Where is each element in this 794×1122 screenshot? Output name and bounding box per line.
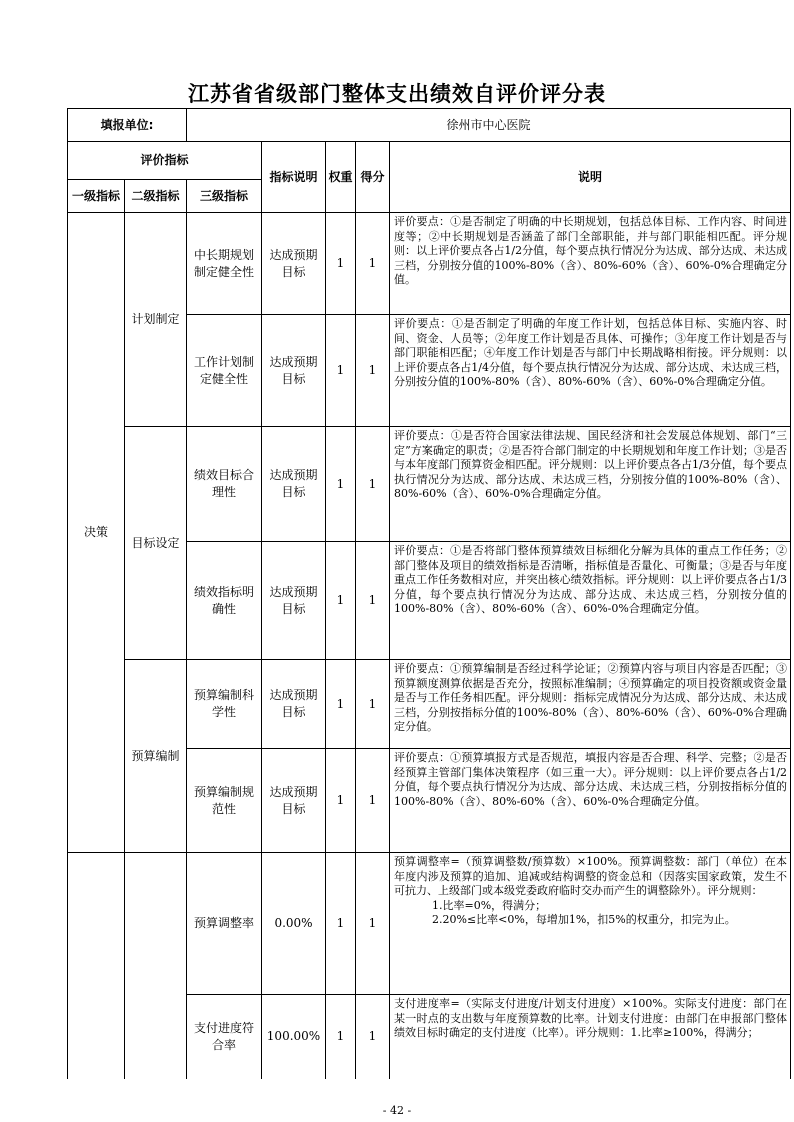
indicator-explain: 达成预期目标 [262, 427, 326, 542]
indicator-name: 中长期规划制定健全性 [187, 213, 262, 315]
indicator-score: 1 [356, 749, 390, 853]
header-note: 说明 [390, 142, 791, 213]
indicator-name: 绩效目标合理性 [187, 427, 262, 542]
indicator-explain: 达成预期目标 [262, 315, 326, 427]
indicator-score: 1 [356, 542, 390, 660]
indicator-desc: 评价要点：①预算编制是否经过科学论证；②预算内容与项目内容是否匹配；③预算额度测算依据是否充分，按照标准编制；④预算确定的项目投资额或资金量是否与工作任务相匹配。评分规则：指标完成情况分为达成、部分达成、未达成三档，分别按指标分值的100%-80%（含）、80%-60%（含）、60%-0%合理确定分值。 [390, 660, 791, 749]
indicator-weight: 1 [326, 749, 356, 853]
indicator-explain: 100.00% [262, 995, 326, 1079]
header-level2: 二级指标 [125, 180, 187, 213]
indicator-desc: 评价要点：①是否制定了明确的中长期规划，包括总体目标、工作内容、时间进度等；②中长期规划是否涵盖了部门全部职能，并与部门职能相匹配。评分规则：以上评价要点各占1/2分值，每个要点执行情况分为达成、部分达成、未达成三档，分别按分值的100%-80%（含）、80%-60%（含）、60%-0%合理确定分值。 [390, 213, 791, 315]
indicator-desc: 评价要点：①是否将部门整体预算绩效目标细化分解为具体的重点工作任务；②部门整体及项目的绩效指标是否清晰，指标值是否量化、可衡量；③是否与年度重点工作任务数相对应，并突出核心绩效指标。评分规则：以上评价要点各占1/3分值，每个要点执行情况分为达成、部分达成、未达成三档，分别按分值的100%-80%（含）、80%-60%（含）、60%-0%合理确定分值。 [390, 542, 791, 660]
indicator-desc: 评价要点：①是否符合国家法律法规、国民经济和社会发展总体规划、部门“三定”方案确定的职责；②是否符合部门制定的中长期规划和年度工作计划；③是否与本年度部门预算资金相匹配。评分规则：以上评价要点各占1/3分值，每个要点执行情况分为达成、部分达成、未达成三档，分别按分值的100%-80%（含）、80%-60%（含）、60%-0%合理确定分值。 [390, 427, 791, 542]
indicator-name: 工作计划制定健全性 [187, 315, 262, 427]
indicator-name: 预算调整率 [187, 853, 262, 995]
unit-value: 徐州市中心医院 [187, 109, 791, 142]
indicator-name: 绩效指标明确性 [187, 542, 262, 660]
indicator-weight: 1 [326, 315, 356, 427]
indicator-explain: 达成预期目标 [262, 660, 326, 749]
indicator-desc: 预算调整率=（预算调整数/预算数）×100%。预算调整数：部门（单位）在本年度内涉及预算的追加、追减或结构调整的资金总和（因落实国家政策，发生不可抗力、上级部门或本级党委政府临时交办而产生的调整除外）。评分规则： 1.比率=0%，得满分； 2.20%≤比率<0%，每增加1%，扣5%的权重分，扣完为止。 [390, 853, 791, 995]
page-title: 江苏省省级部门整体支出绩效自评价评分表 [188, 82, 606, 106]
section-decision: 决策 [68, 213, 125, 853]
page-number: - 42 - [382, 1104, 412, 1117]
header-level1: 一级指标 [68, 180, 125, 213]
header-score: 得分 [356, 142, 390, 213]
indicator-weight: 1 [326, 853, 356, 995]
indicator-explain: 达成预期目标 [262, 213, 326, 315]
evaluation-table [67, 108, 791, 1079]
indicator-score: 1 [356, 995, 390, 1079]
indicator-weight: 1 [326, 542, 356, 660]
header-weight: 权重 [326, 142, 356, 213]
indicator-desc: 支付进度率=（实际支付进度/计划支付进度）×100%。实际支付进度：部门在某一时点的支出数与年度预算数的比率。计划支付进度：由部门在申报部门整体绩效目标时确定的支付进度（比率）。评分规则：1.比率≥100%，得满分； [390, 995, 791, 1079]
section-goal: 目标设定 [125, 427, 187, 660]
indicator-weight: 1 [326, 427, 356, 542]
section-budget: 预算编制 [125, 660, 187, 853]
indicator-name: 预算编制科学性 [187, 660, 262, 749]
unit-label: 填报单位: [68, 109, 187, 142]
indicator-score: 1 [356, 853, 390, 995]
indicator-weight: 1 [326, 995, 356, 1079]
indicator-weight: 1 [326, 660, 356, 749]
indicator-score: 1 [356, 315, 390, 427]
indicator-desc: 评价要点：①是否制定了明确的年度工作计划，包括总体目标、实施内容、时间、资金、人员等；②年度工作计划是否具体、可操作；③年度工作计划是否与部门职能相匹配；④年度工作计划是否与部门中长期战略相衔接。评分规则：以上评价要点各占1/4分值，每个要点执行情况分为达成、部分达成、未达成三档，分别按分值的100%-80%（含）、80%-60%（含）、60%-0%合理确定分值。 [390, 315, 791, 427]
indicator-score: 1 [356, 427, 390, 542]
indicator-explain: 达成预期目标 [262, 542, 326, 660]
header-indicators: 评价指标 [68, 142, 262, 180]
header-explain: 指标说明 [262, 142, 326, 213]
header-level3: 三级指标 [187, 180, 262, 213]
section-level2-empty [125, 853, 187, 1079]
indicator-score: 1 [356, 660, 390, 749]
indicator-name: 支付进度符合率 [187, 995, 262, 1079]
indicator-explain: 0.00% [262, 853, 326, 995]
indicator-desc: 评价要点：①预算填报方式是否规范，填报内容是否合理、科学、完整；②是否经预算主管部门集体决策程序（如三重一大）。评分规则：以上评价要点各占1/2分值，每个要点执行情况分为达成、部分达成、未达成三档，分别按指标分值的100%-80%（含）、80%-60%（含）、60%-0%合理确定分值。 [390, 749, 791, 853]
indicator-name: 预算编制规范性 [187, 749, 262, 853]
section-level1-empty [68, 853, 125, 1079]
section-plan: 计划制定 [125, 213, 187, 427]
indicator-weight: 1 [326, 213, 356, 315]
indicator-score: 1 [356, 213, 390, 315]
indicator-explain: 达成预期目标 [262, 749, 326, 853]
